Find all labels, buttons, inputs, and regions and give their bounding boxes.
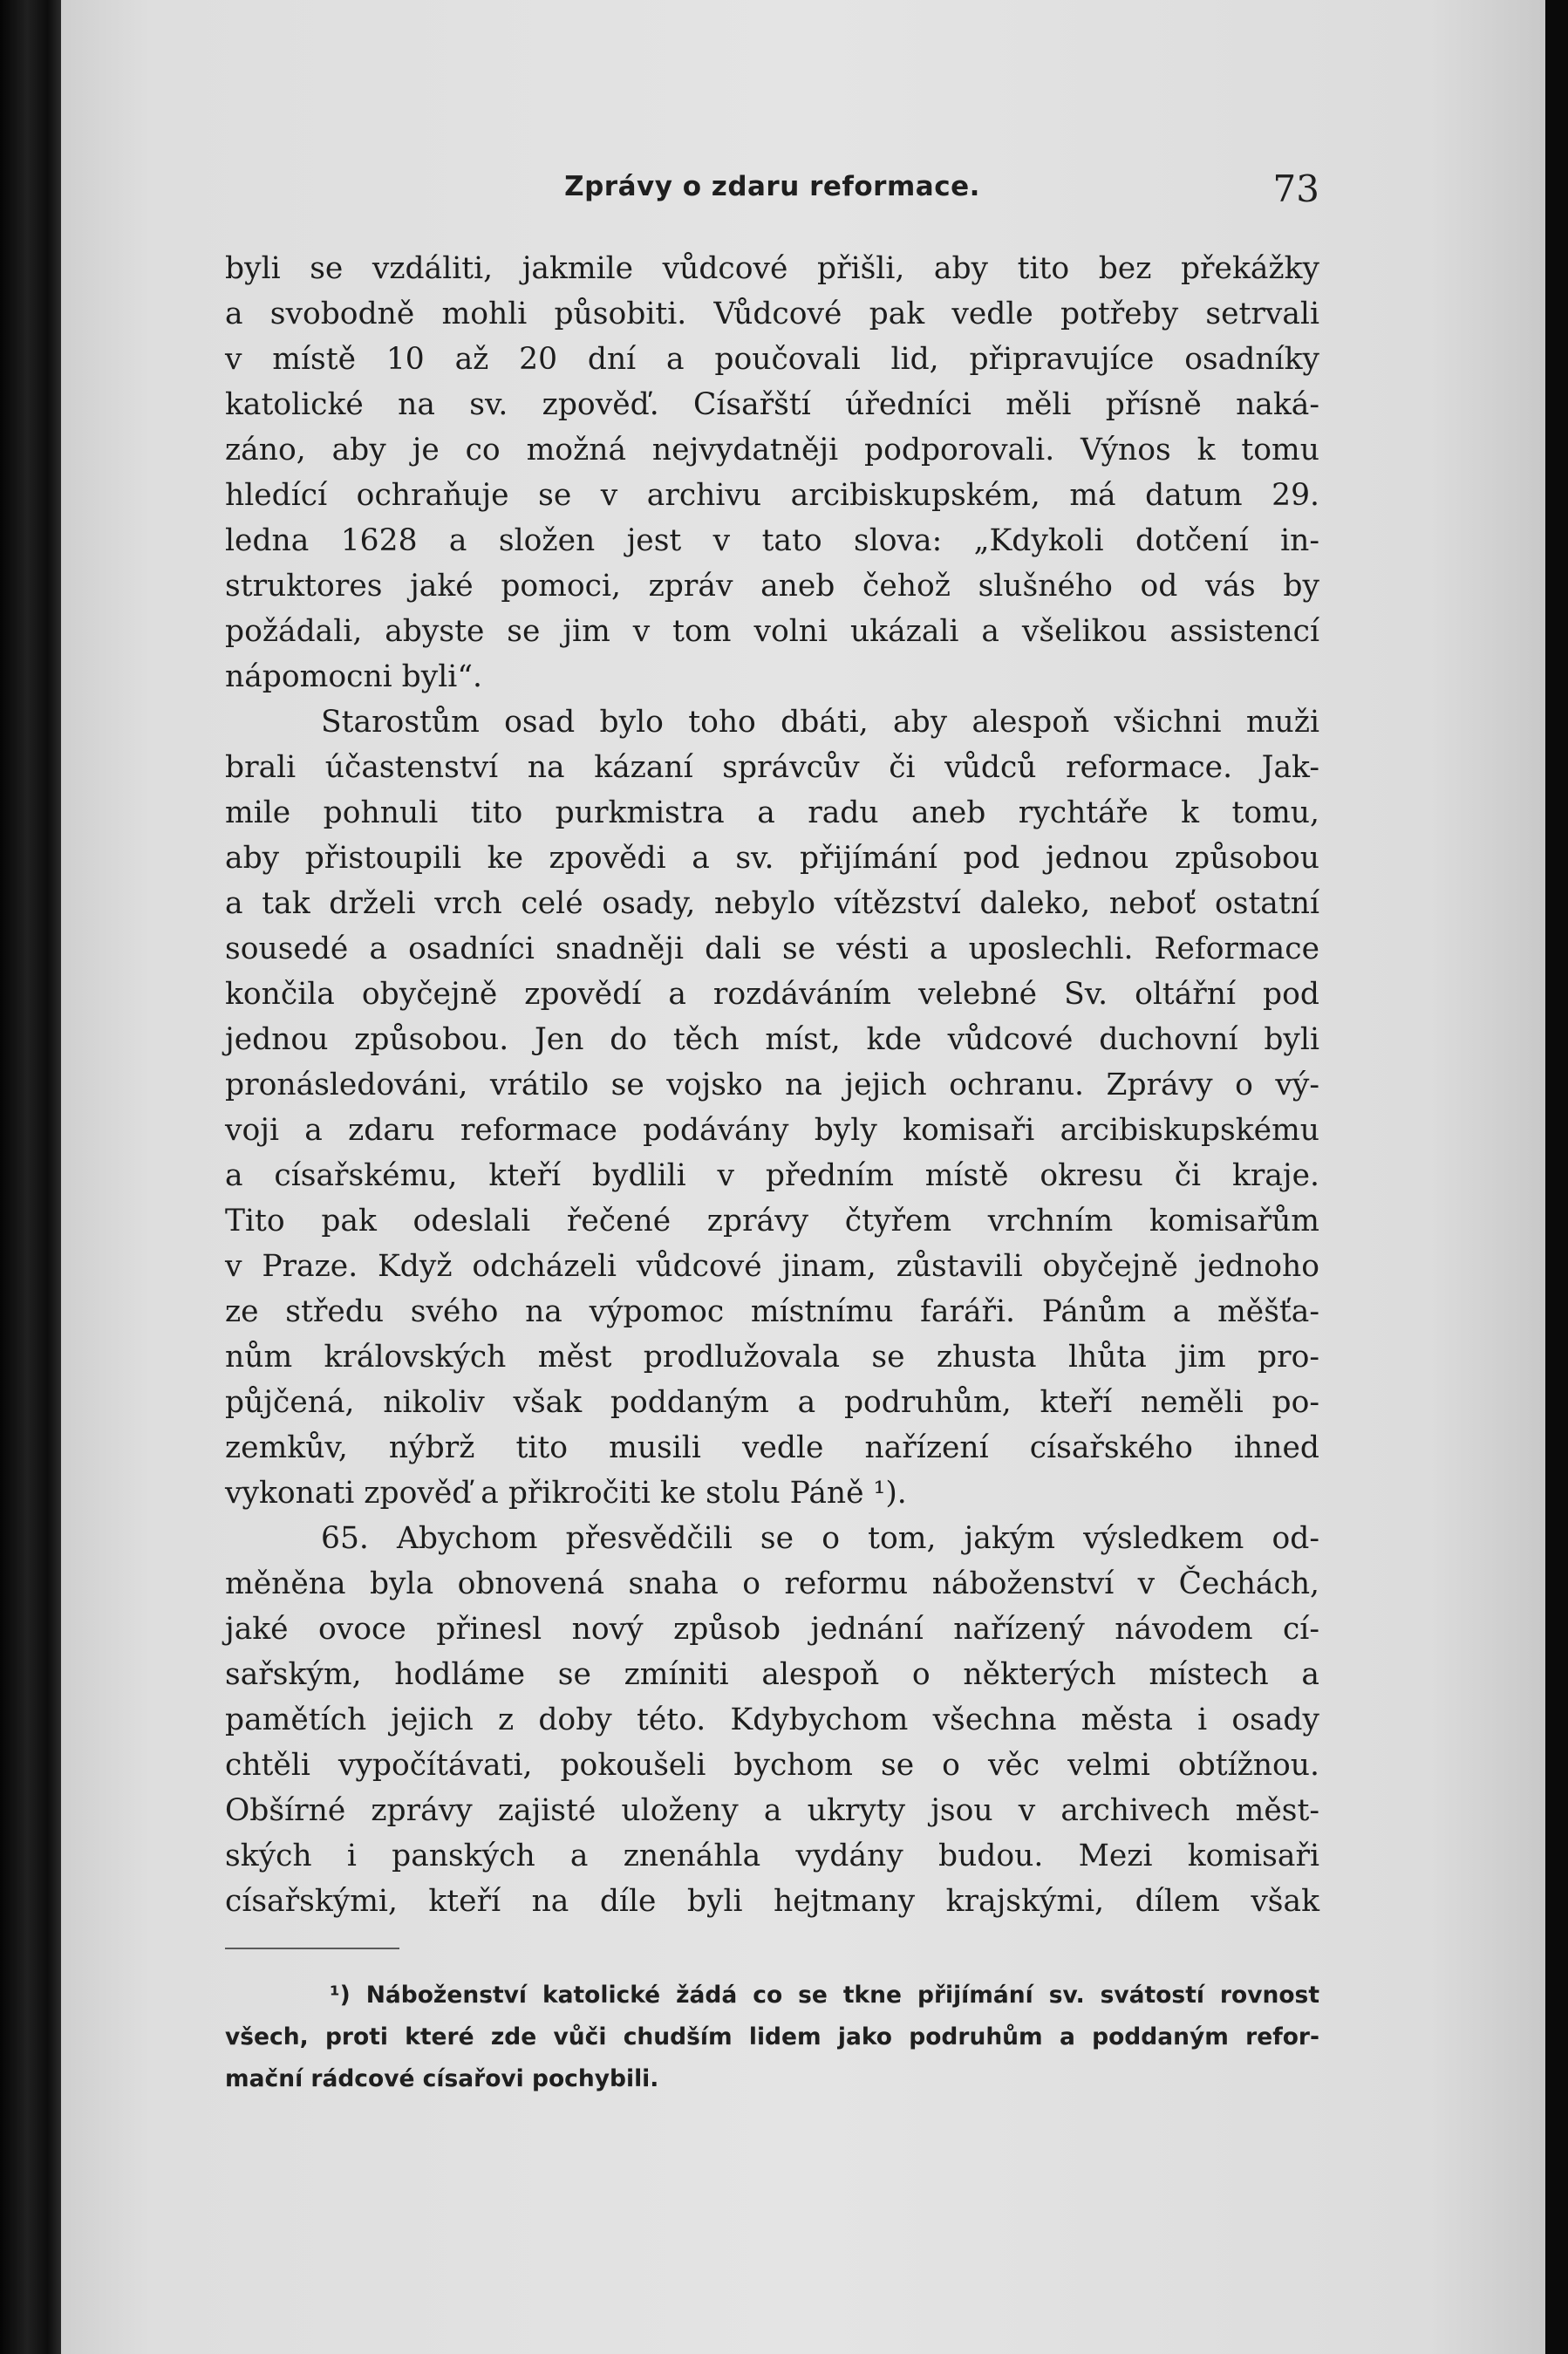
text-line: brali účastenství na kázaní správcův či vůdců reformace. Jak-: [225, 750, 1319, 785]
text-line: a tak drželi vrch celé osady, nebylo vítězství daleko, neboť ostatní: [225, 886, 1319, 921]
text-line: pamětích jejich z doby této. Kdybychom všechna města i osady: [225, 1702, 1319, 1737]
text-line: požádali, abyste se jim v tom volni ukázali a všelikou assistencí: [225, 614, 1319, 649]
header-title: Zprávy o zdaru reformace.: [564, 171, 980, 202]
book-binding-edge: [0, 0, 68, 2354]
page-number: 73: [1272, 167, 1319, 210]
text-line: sařským, hodláme se zmíniti alespoň o některých místech a: [225, 1657, 1319, 1692]
text-line: ských i panských a znenáhla vydány budou. Mezi komisaři: [225, 1839, 1319, 1873]
text-line: záno, aby je co možná nejvydatněji podporovali. Výnos k tomu: [225, 433, 1319, 467]
footnote-divider: [225, 1948, 399, 1949]
text-line: jednou způsobou. Jen do těch míst, kde vůdcové duchovní byli: [225, 1022, 1319, 1057]
text-line: katolické na sv. zpověď. Císařští úředníci měli přísně naká-: [225, 387, 1319, 422]
text-line: aby přistoupili ke zpovědi a sv. přijímání pod jednou způsobou: [225, 841, 1319, 876]
text-line: měněna byla obnovená snaha o reformu náboženství v Čechách,: [225, 1566, 1319, 1601]
text-line: půjčená, nikoliv však poddaným a podruhům, kteří neměli po-: [225, 1385, 1319, 1420]
text-line: ledna 1628 a složen jest v tato slova: „Kdykoli dotčení in-: [225, 523, 1319, 558]
text-line: ze středu svého na výpomoc místnímu faráři. Pánům a měšťa-: [225, 1294, 1319, 1329]
text-line: císařskými, kteří na díle byli hejtmany krajskými, dílem však: [225, 1884, 1319, 1919]
footnote: [225, 1975, 1319, 2100]
text-line: nápomocni byli“.: [225, 659, 482, 694]
text-line: byli se vzdáliti, jakmile vůdcové přišli, aby tito bez překážky: [225, 251, 1319, 286]
text-line: struktores jaké pomoci, zpráv aneb čehož slušného od vás by: [225, 569, 1319, 604]
text-line: vykonati zpověď a přikročiti ke stolu Páně ¹).: [225, 1476, 907, 1511]
text-line: a svobodně mohli působiti. Vůdcové pak vedle potřeby setrvali: [225, 297, 1319, 331]
text-line: chtěli vypočítávati, pokoušeli bychom se o věc velmi obtížnou.: [225, 1748, 1319, 1783]
text-line: Tito pak odeslali řečené zprávy čtyřem vrchním komisařům: [225, 1204, 1319, 1238]
paragraph-start-line: 65. Abychom přesvědčili se o tom, jakým výsledkem od-: [321, 1521, 1319, 1556]
running-header: [225, 167, 1319, 216]
text-line: jaké ovoce přinesl nový způsob jednání nařízený návodem cí-: [225, 1612, 1319, 1647]
text-line: zemkův, nýbrž tito musili vedle nařízení císařského ihned: [225, 1430, 1319, 1465]
text-line: Obšírné zprávy zajisté uloženy a ukryty jsou v archivech měst-: [225, 1793, 1319, 1828]
footnote-line: mační rádcové císařovi pochybili.: [225, 2065, 659, 2092]
text-line: nům královských měst prodlužovala se zhusta lhůta jim pro-: [225, 1340, 1319, 1375]
text-line: voji a zdaru reformace podávány byly komisaři arcibiskupskému: [225, 1113, 1319, 1148]
scan-right-edge: [1545, 0, 1568, 2354]
body-text: [225, 246, 1319, 1924]
footnote-line: všech, proti které zde vůči chudším lidem jako podruhům a poddaným refor-: [225, 2023, 1319, 2050]
text-line: sousedé a osadníci snadněji dali se vésti a uposlechli. Reformace: [225, 931, 1319, 966]
text-line: a císařskému, kteří bydlili v předním místě okresu či kraje.: [225, 1158, 1319, 1193]
text-line: pronásledováni, vrátilo se vojsko na jejich ochranu. Zprávy o vý-: [225, 1068, 1319, 1102]
text-line: v Praze. Když odcházeli vůdcové jinam, zůstavili obyčejně jednoho: [225, 1249, 1319, 1284]
paragraph-start-line: Starostům osad bylo toho dbáti, aby alespoň všichni muži: [321, 705, 1319, 740]
text-line: mile pohnuli tito purkmistra a radu aneb rychtáře k tomu,: [225, 795, 1319, 830]
text-line: hledící ochraňuje se v archivu arcibiskupském, má datum 29.: [225, 478, 1319, 513]
text-line: v místě 10 až 20 dní a poučovali lid, připravujíce osadníky: [225, 342, 1319, 377]
footnote-line: ¹) Náboženství katolické žádá co se tkne přijímání sv. svátostí rovnost: [330, 1982, 1319, 2009]
text-line: končila obyčejně zpovědí a rozdáváním velebné Sv. oltářní pod: [225, 977, 1319, 1012]
